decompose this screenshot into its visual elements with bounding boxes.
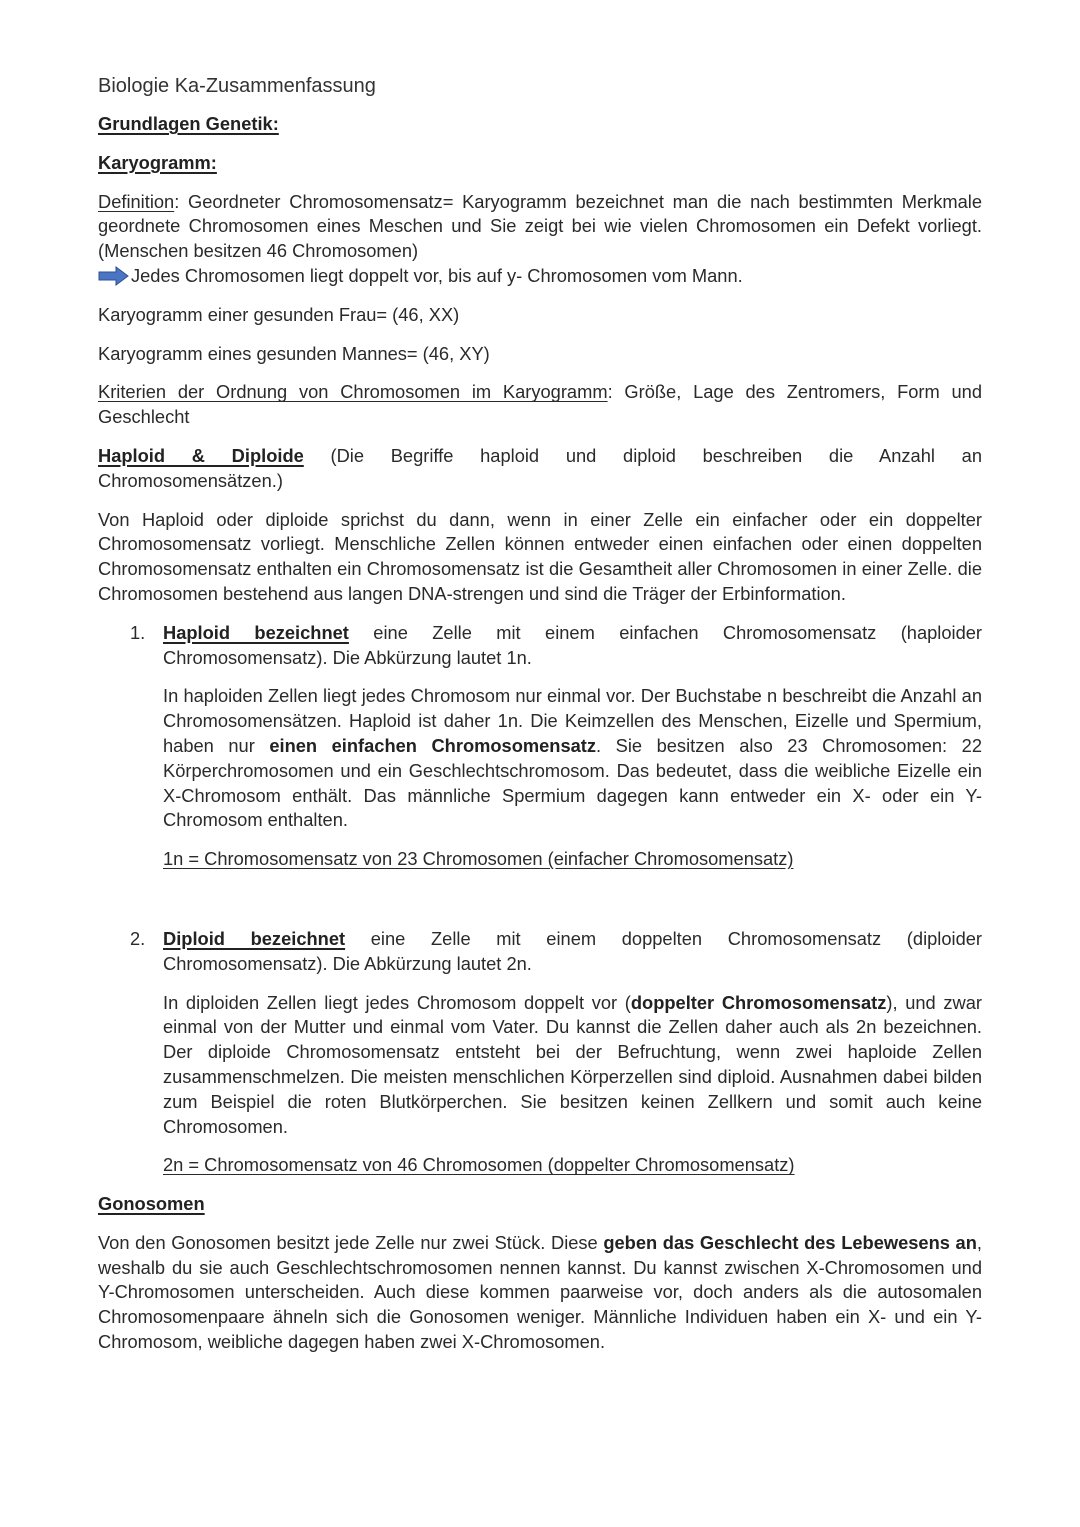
- right-arrow-icon: [98, 266, 129, 286]
- haploid-text-a: In haploiden Zellen liegt jedes Chromosom nur einmal vor. Der Buchstabe n beschreibt die Anzahl an Chromosomensätzen. Haploid ist daher 1n. Die Keimzellen des Menschen, Eizelle und Spermium, haben nur: [163, 685, 982, 756]
- haploid-formula-text: 1n = Chromosomensatz von 23 Chromosomen (einfacher Chromosomensatz): [163, 848, 794, 870]
- kriterien-paragraph: [98, 380, 982, 430]
- gonosomen-text-b: , weshalb du sie auch Geschlechtschromosomen nennen kannst. Du kannst zwischen X-Chromosomen und Y-Chromosomen unterscheiden. Auch diese kommen paarweise vor, doch anders als die autosomalen Chromosomenpaare ähneln sich die Gonosomen weniger. Männliche Individuen haben ein X- und ein Y-Chromosom, weibliche dagegen haben zwei X-Chromosomen.: [98, 1231, 982, 1353]
- gonosomen-text-a: Von den Gonosomen besitzt jede Zelle nur zwei Stück. Diese: [98, 1231, 604, 1253]
- haploid-bold-text: einen einfachen Chromosomensatz: [269, 734, 597, 756]
- diploid-formula: [98, 1153, 982, 1178]
- definition-label: Definition: [98, 190, 175, 212]
- definition-paragraph: [98, 190, 982, 264]
- haploid-paragraph: [98, 684, 982, 833]
- kriterien-label: Kriterien der Ordnung von Chromosomen im Karyogramm: [98, 381, 608, 403]
- arrow-note-text: Jedes Chromosomen liegt doppelt vor, bis auf y- Chromosomen vom Mann.: [131, 264, 743, 286]
- haploid-text-b: . Sie besitzen also 23 Chromosomen: 22 Körperchromosomen und ein Geschlechtschromosom. Das bedeutet, dass die weibliche Eizelle ein X-Chromosom enthält. Das männliche Spermium dagegen kann entweder ein X- oder ein Y-Chromosom enthalten.: [163, 734, 982, 831]
- kriterien-text: : Größe, Lage des Zentromers, Form und Geschlecht: [98, 381, 982, 428]
- document-page: [98, 72, 982, 1355]
- karyogramm-mann: Karyogramm eines gesunden Mannes= (46, XY): [98, 342, 490, 364]
- heading-haploid-diploid: Haploid & Diploide: [98, 444, 304, 466]
- haploid-lead: [163, 621, 982, 671]
- gonosomen-paragraph: [98, 1231, 982, 1355]
- list-number: 1.: [130, 621, 146, 643]
- diploid-formula-text: 2n = Chromosomensatz von 46 Chromosomen (doppelter Chromosomensatz): [163, 1154, 795, 1176]
- heading-note: (Die Begriffe haploid und diploid beschreiben die Anzahl an: [303, 444, 982, 466]
- diploid-lead-text: eine Zelle mit einem doppelten Chromosomensatz (diploider Chromosomensatz). Die Abkürzung lautet 2n.: [163, 927, 983, 974]
- section-heading-genetik: Grundlagen Genetik:: [98, 113, 279, 134]
- diploid-text-b: ), und zwar einmal von der Mutter und einmal vom Vater. Du kannst die Zellen daher auch als 2n bezeichnen. Der diploide Chromosomensatz entsteht bei der Befruchtung, wenn zwei haploide Zellen zusammenschmelzen. Die meisten menschlichen Körperzellen sind diploid. Ausnahmen dabei bilden zum Beispiel die roten Blutkörperchen. Sie besitzen keinen Zellkern und somit auch keine Chromosomen.: [163, 991, 982, 1137]
- heading-gonosomen: Gonosomen: [98, 1193, 205, 1215]
- diploid-paragraph: [98, 991, 982, 1140]
- list-item-haploid: [98, 621, 982, 671]
- document-title: Biologie Ka-Zusammenfassung: [98, 75, 376, 97]
- diploid-bold-text: doppelter Chromosomensatz: [630, 991, 887, 1013]
- haploid-lead-text: eine Zelle mit einem einfachen Chromosomensatz (haploider Chromosomensatz). Die Abkürzung lautet 1n.: [163, 621, 982, 668]
- diploid-text-a: In diploiden Zellen liegt jedes Chromosom doppelt vor (: [163, 991, 631, 1013]
- gonosomen-bold-text: geben das Geschlecht des Lebewesens an: [603, 1231, 977, 1253]
- list-number: 2.: [130, 927, 146, 949]
- haploid-diploid-heading-line: [98, 444, 982, 469]
- diploid-lead: [163, 927, 982, 977]
- arrow-note-line: [98, 264, 982, 289]
- definition-text: : Geordneter Chromosomensatz= Karyogramm bezeichnet man die nach bestimmten Merkmale geordnete Chromosomen eines Meschen und Sie zeigt bei wie vielen Chromosomen ein Defekt vorliegt. (Menschen besitzen 46 Chromosomen): [98, 190, 982, 262]
- haploid-diploid-intro: Von Haploid oder diploide sprichst du dann, wenn in einer Zelle ein einfacher oder ein doppelter Chromosomensatz vorliegt. Menschliche Zellen können entweder einen einfachen oder einen doppelten Chromosomensatz enthalten ein Chromosomensatz ist die Gesamtheit aller Chromosomen in einer Zelle. die Chromosomen bestehend aus langen DNA-strengen und sind die Träger der Erbinformation.: [98, 508, 982, 604]
- heading-note-continued: Chromosomensätzen.): [98, 469, 283, 491]
- heading-karyogramm: Karyogramm:: [98, 151, 217, 173]
- diploid-term: Diploid bezeichnet: [163, 927, 346, 949]
- karyogramm-frau: Karyogramm einer gesunden Frau= (46, XX): [98, 303, 460, 325]
- list-item-diploid: [98, 927, 982, 977]
- haploid-term: Haploid bezeichnet: [163, 621, 349, 643]
- haploid-formula: [98, 847, 982, 872]
